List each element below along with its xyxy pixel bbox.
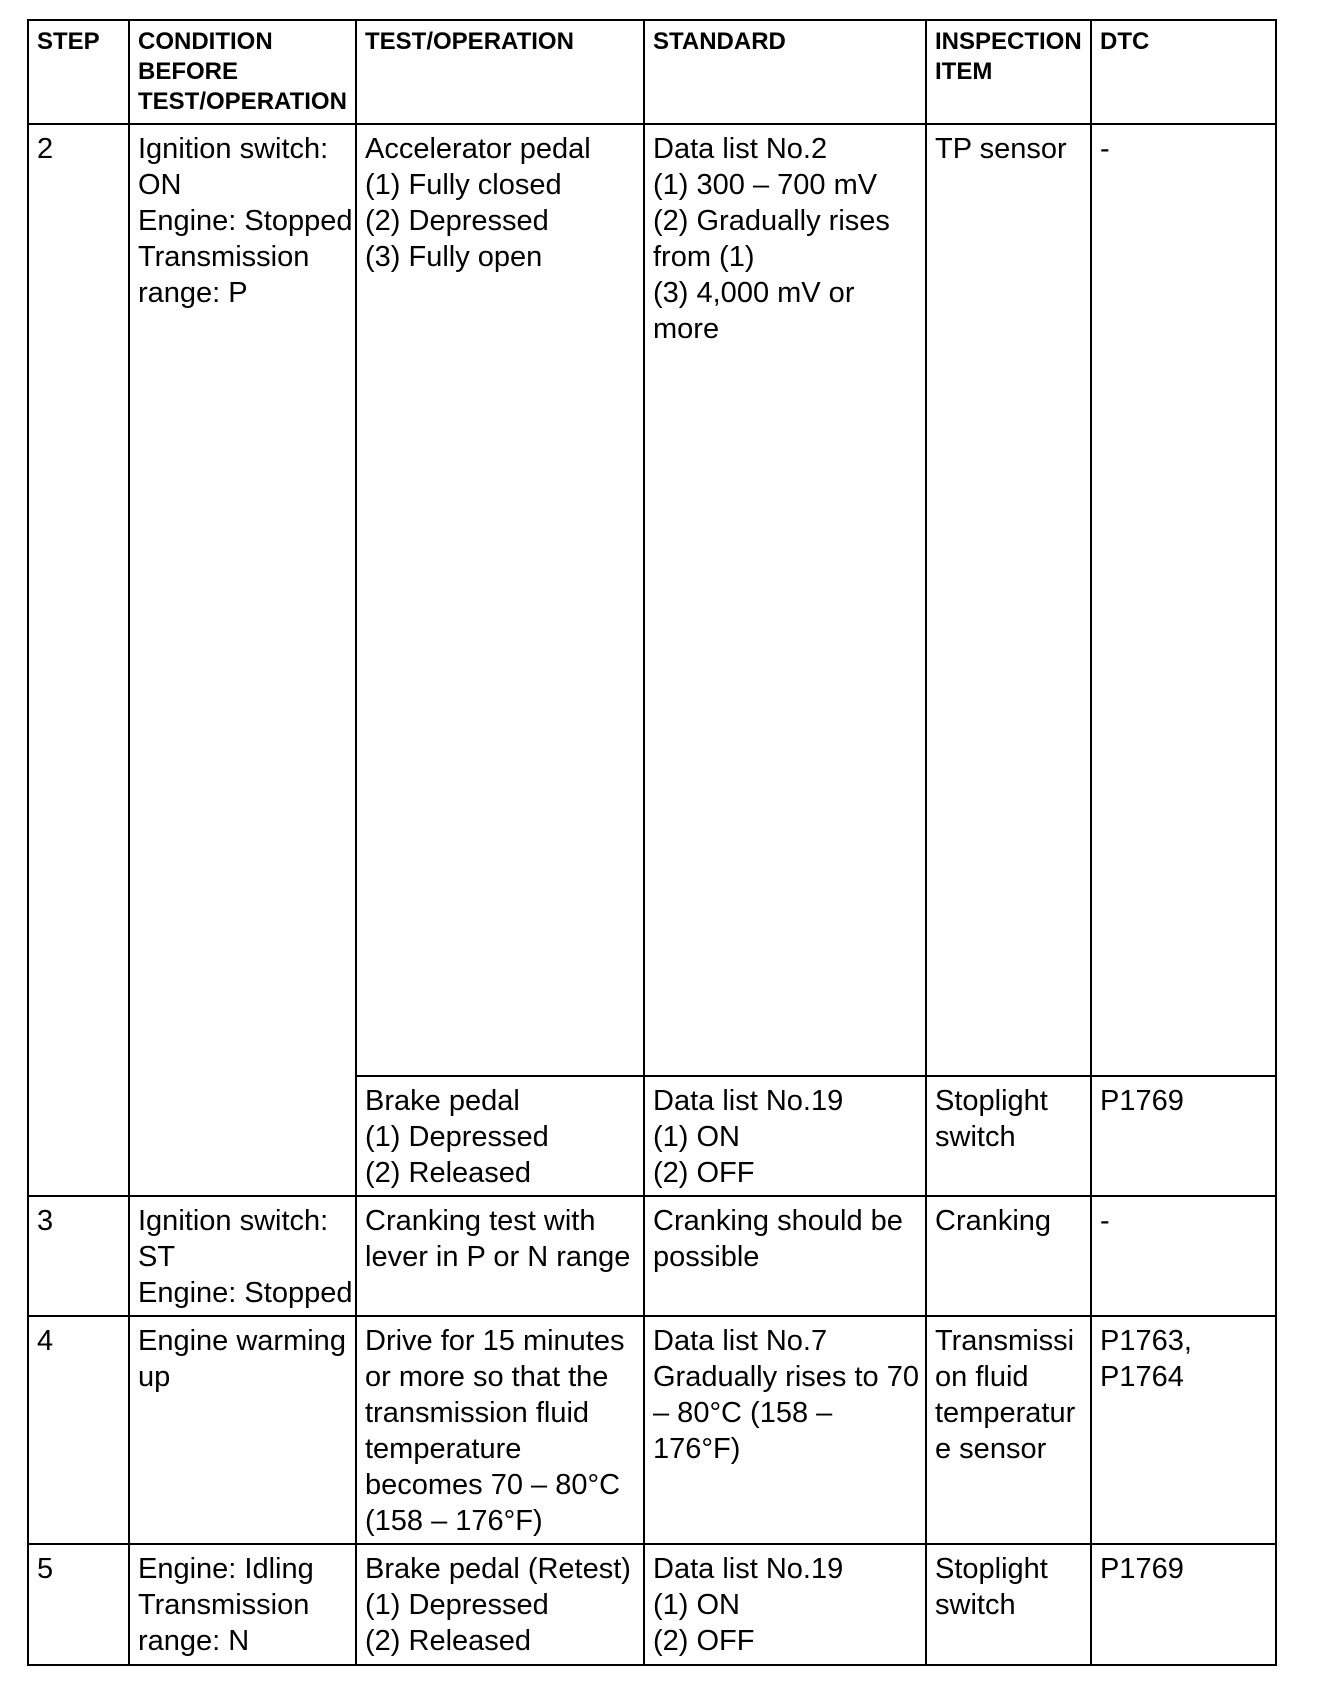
table-row-step-2-accelerator (28, 124, 1276, 1076)
table-row-step-3 (28, 1196, 1276, 1316)
standard-cell: Data list No.7 Gradually rises to 70 – 80°C (158 – 176°F) (644, 1316, 926, 1544)
header-step: STEP (28, 20, 129, 124)
dtc-cell: P1769 (1091, 1076, 1276, 1196)
condition-cell: Engine: Idling Transmission range: N (129, 1544, 356, 1665)
header-condition: CONDITION BEFORE TEST/OPERATION (129, 20, 356, 124)
dtc-cell: - (1091, 124, 1276, 1076)
inspection-cell: TP sensor (926, 124, 1091, 1076)
inspection-cell: Stoplight switch (926, 1076, 1091, 1196)
inspection-table (27, 19, 1277, 1666)
step-cell: 3 (28, 1196, 129, 1316)
standard-cell: Data list No.19 (1) ON (2) OFF (644, 1544, 926, 1665)
table-row-step-4 (28, 1316, 1276, 1544)
test-cell: Brake pedal (Retest) (1) Depressed (2) Released (356, 1544, 644, 1665)
table-row-step-5 (28, 1544, 1276, 1665)
inspection-cell: Transmissi on fluid temperatur e sensor (926, 1316, 1091, 1544)
inspection-cell: Stoplight switch (926, 1544, 1091, 1665)
standard-cell: Data list No.2 (1) 300 – 700 mV (2) Gradually rises from (1) (3) 4,000 mV or more (644, 124, 926, 1076)
header-inspection-item: INSPECTION ITEM (926, 20, 1091, 124)
header-standard: STANDARD (644, 20, 926, 124)
step-cell: 2 (28, 124, 129, 1196)
test-cell: Cranking test with lever in P or N range (356, 1196, 644, 1316)
dtc-cell: P1763, P1764 (1091, 1316, 1276, 1544)
standard-cell: Cranking should be possible (644, 1196, 926, 1316)
condition-cell: Engine warming up (129, 1316, 356, 1544)
step-cell: 5 (28, 1544, 129, 1665)
condition-cell: Ignition switch: ST Engine: Stopped (129, 1196, 356, 1316)
inspection-cell: Cranking (926, 1196, 1091, 1316)
header-dtc: DTC (1091, 20, 1276, 124)
header-test-operation: TEST/OPERATION (356, 20, 644, 124)
condition-cell: Ignition switch: ON Engine: Stopped Transmission range: P (129, 124, 356, 1196)
test-cell: Drive for 15 minutes or more so that the transmission fluid temperature becomes 70 – 80°C (158 – 176°F) (356, 1316, 644, 1544)
standard-cell: Data list No.19 (1) ON (2) OFF (644, 1076, 926, 1196)
dtc-cell: - (1091, 1196, 1276, 1316)
header-row (28, 20, 1276, 124)
step-cell: 4 (28, 1316, 129, 1544)
test-cell: Accelerator pedal (1) Fully closed (2) Depressed (3) Fully open (356, 124, 644, 1076)
test-cell: Brake pedal (1) Depressed (2) Released (356, 1076, 644, 1196)
dtc-cell: P1769 (1091, 1544, 1276, 1665)
